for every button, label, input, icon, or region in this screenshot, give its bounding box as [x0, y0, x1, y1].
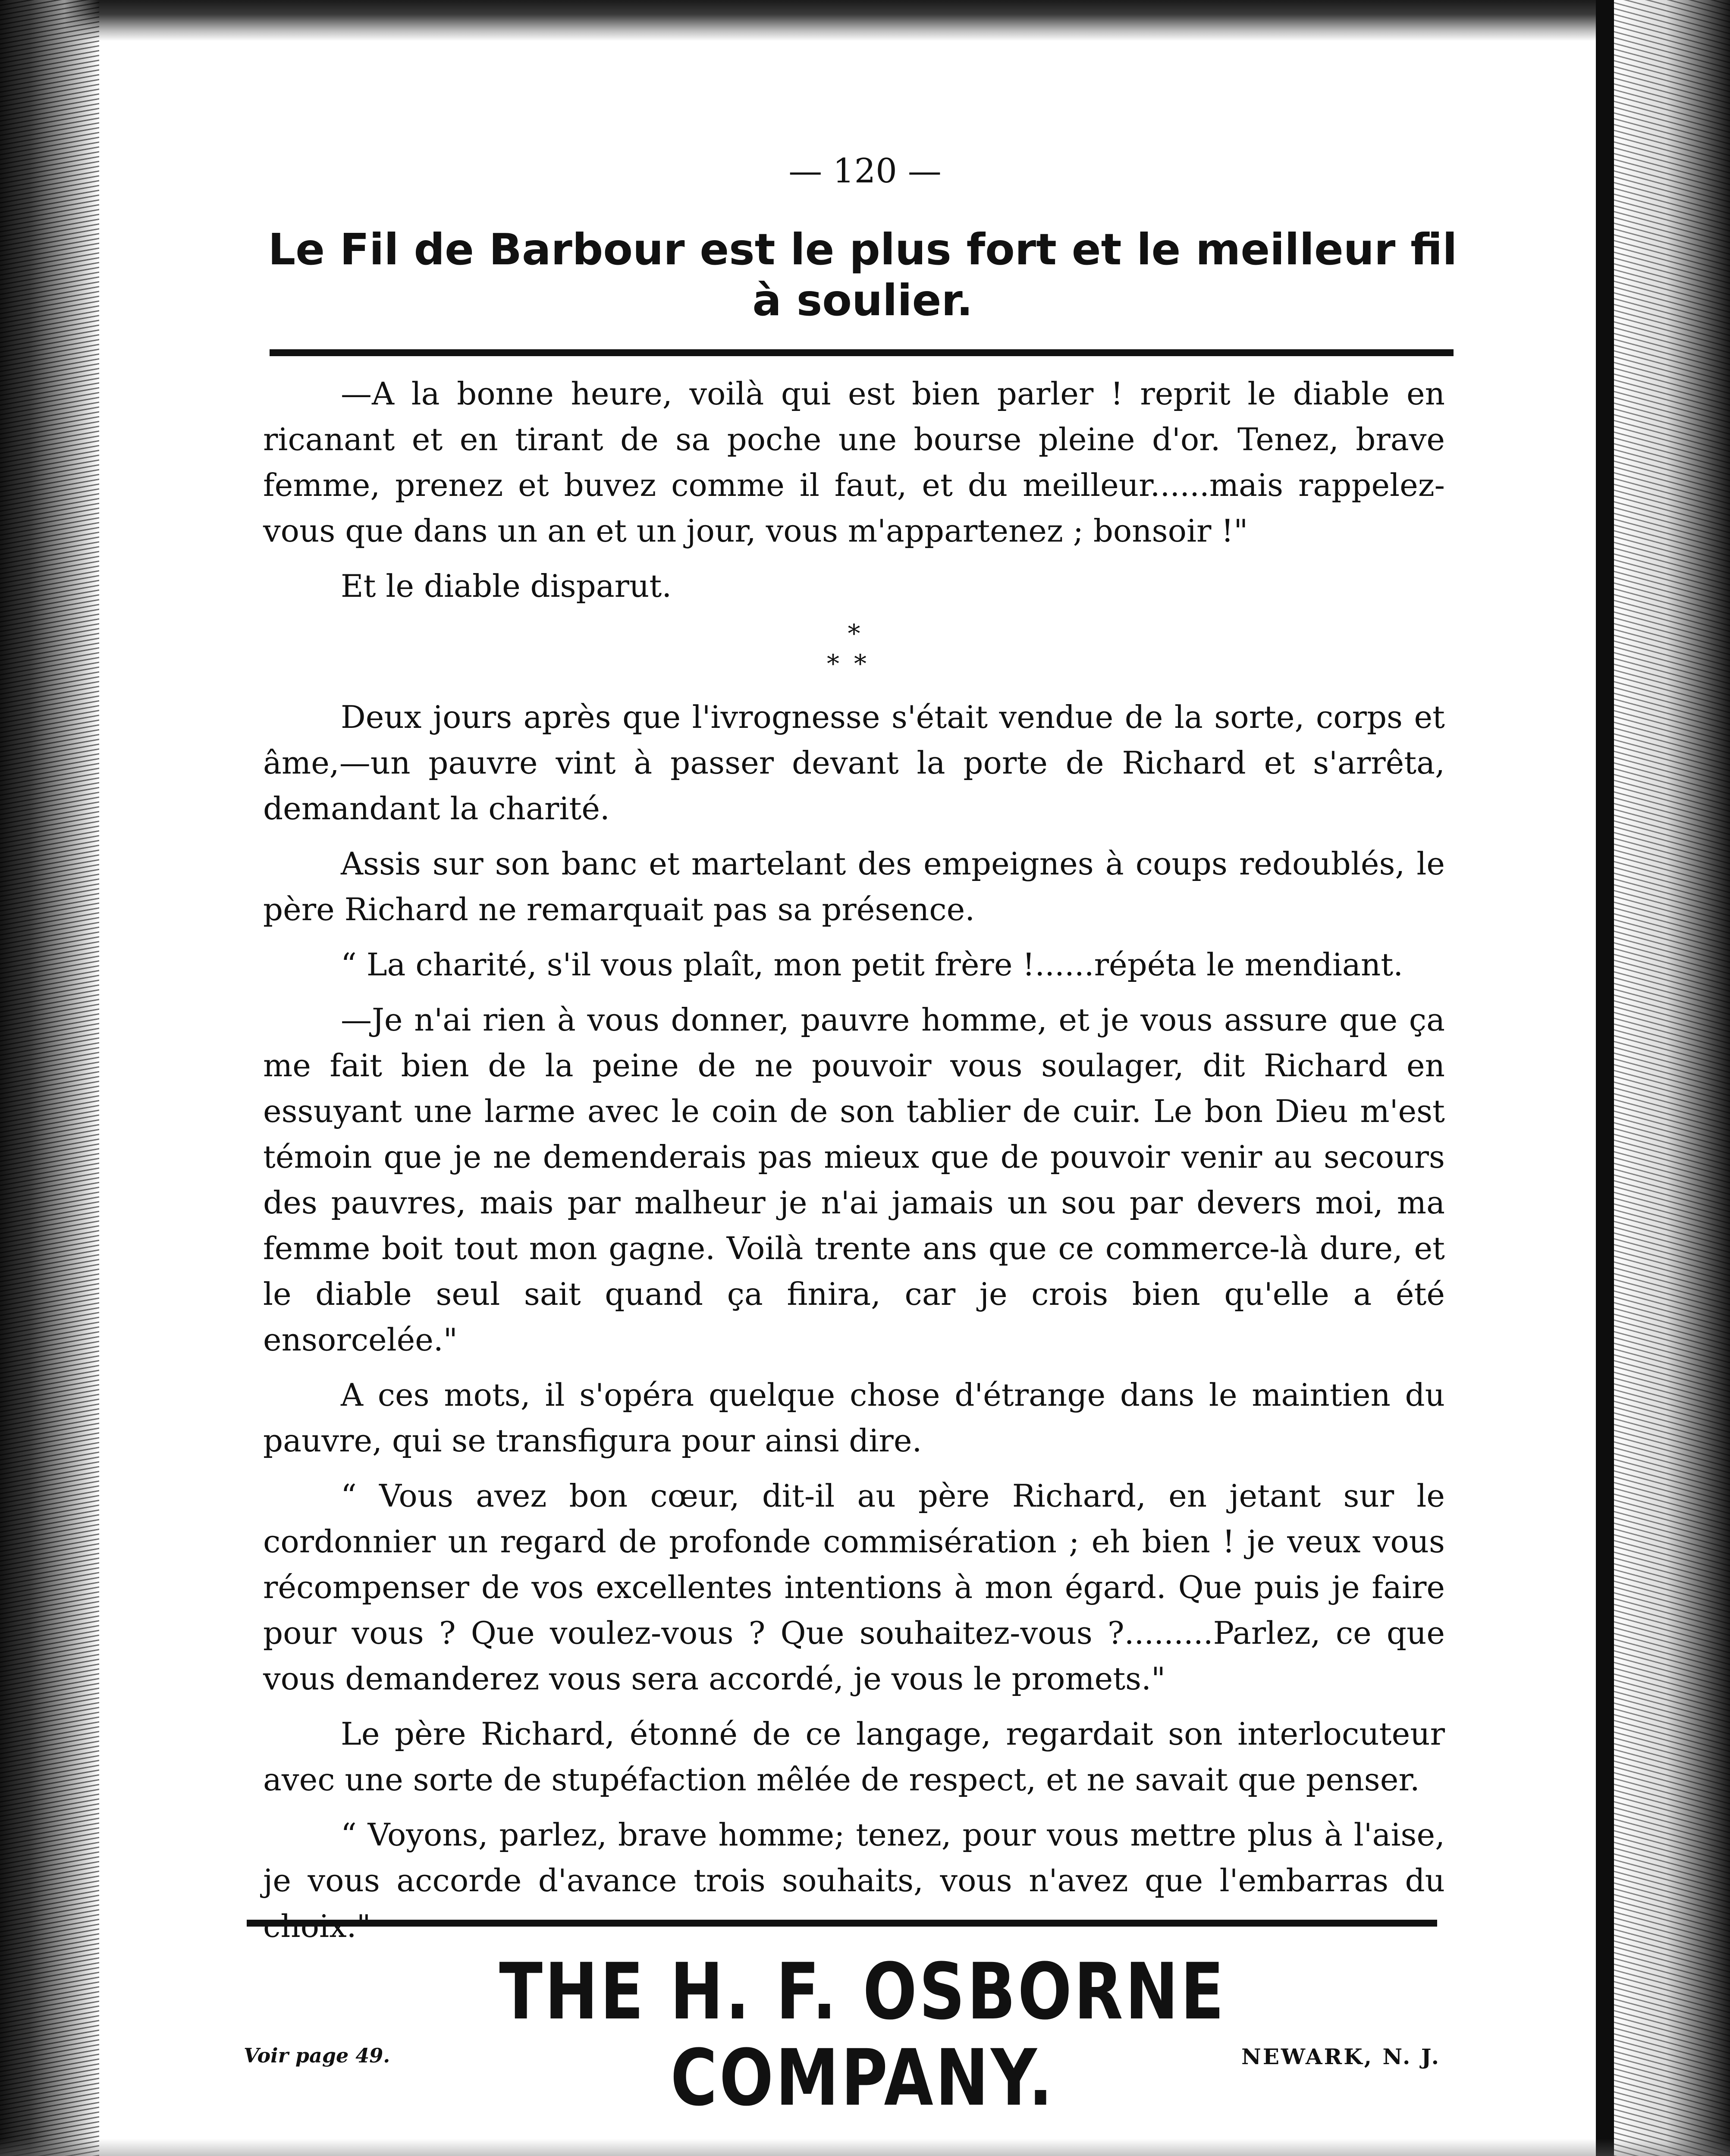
paragraph: Assis sur son banc et martelant des empeignes à coups redoublés, le père Richard ne remarquait pas sa présence.	[263, 846, 1445, 928]
page-reference: Voir page 49.	[244, 2044, 390, 2067]
company-location: NEWARK, N. J.	[1241, 2044, 1441, 2069]
page-number: — 120 —	[788, 152, 942, 191]
story-text	[263, 371, 1445, 1959]
scan-edge-right-bar	[1596, 0, 1614, 2156]
scan-edge-right	[1614, 0, 1730, 2156]
asterism-top: *	[848, 619, 860, 648]
advertisement-headline: Le Fil de Barbour est le plus fort et le meilleur fil à soulier.	[268, 224, 1457, 326]
bottom-rule	[247, 1920, 1437, 1927]
scan-edge-top	[0, 0, 1730, 41]
scan-edge-bottom	[0, 2139, 1730, 2156]
paragraph: Le père Richard, étonné de ce langage, regardait son interlocuteur avec une sorte de stupéfaction mêlée de respect, et ne savait que penser.	[263, 1716, 1445, 1798]
asterism-bottom: **	[827, 649, 881, 678]
paragraph: Et le diable disparut.	[341, 568, 672, 604]
paragraph: “ Vous avez bon cœur, dit-il au père Richard, en jetant sur le cordonnier un regard de profonde commisération ; eh bien ! je veux vous récompenser de vos excellentes intentions à mon égard. Que puis je faire pour vous ? Que voulez-vous ? Que souhaitez-vous ?.........Parlez, ce que vous demanderez vous sera accordé, je vous le promets."	[263, 1478, 1445, 1697]
paragraph: “ La charité, s'il vous plaît, mon petit frère !......répéta le mendiant.	[341, 946, 1403, 983]
top-rule	[270, 349, 1454, 356]
paragraph: —Je n'ai rien à vous donner, pauvre homme, et je vous assure que ça me fait bien de la peine de ne pouvoir vous soulager, dit Richard en essuyant une larme avec le coin de son tablier de cuir. Le bon Dieu m'est témoin que je ne demenderais pas mieux que de pouvoir venir au secours des pauvres, mais par malheur je n'ai jamais un sou par devers moi, ma femme boit tout mon gagne. Voilà trente ans que ce commerce-là dure, et le diable seul sait quand ça finira, car je crois bien qu'elle a été ensorcelée."	[263, 1002, 1445, 1358]
paragraph: “ Voyons, parlez, brave homme; tenez, pour vous mettre plus à l'aise, je vous accorde d'avance trois souhaits, vous n'avez que l'embarras du	[263, 1817, 1445, 1899]
company-name: THE H. F. OSBORNE COMPANY.	[499, 1947, 1226, 2123]
paragraph: A ces mots, il s'opéra quelque chose d'étrange dans le maintien du pauvre, qui se transfigura pour ainsi dire.	[263, 1377, 1445, 1459]
section-break-asterism	[263, 618, 1445, 679]
paragraph: —A la bonne heure, voilà qui est bien parler ! reprit le diable en ricanant et en tirant de sa poche une bourse pleine d'or. Tenez, brave femme, prenez et buvez comme il faut, et du meilleur......mais rappelez-vous que dans un an et un jour, vous m'appartenez ; bonsoir !"	[263, 376, 1445, 549]
scan-edge-left	[0, 0, 99, 2156]
paragraph: Deux jours après que l'ivrognesse s'était vendue de la sorte, corps et âme,—un pauvre vint à passer devant la porte de Richard et s'arrêta, demandant la charité.	[263, 699, 1445, 827]
